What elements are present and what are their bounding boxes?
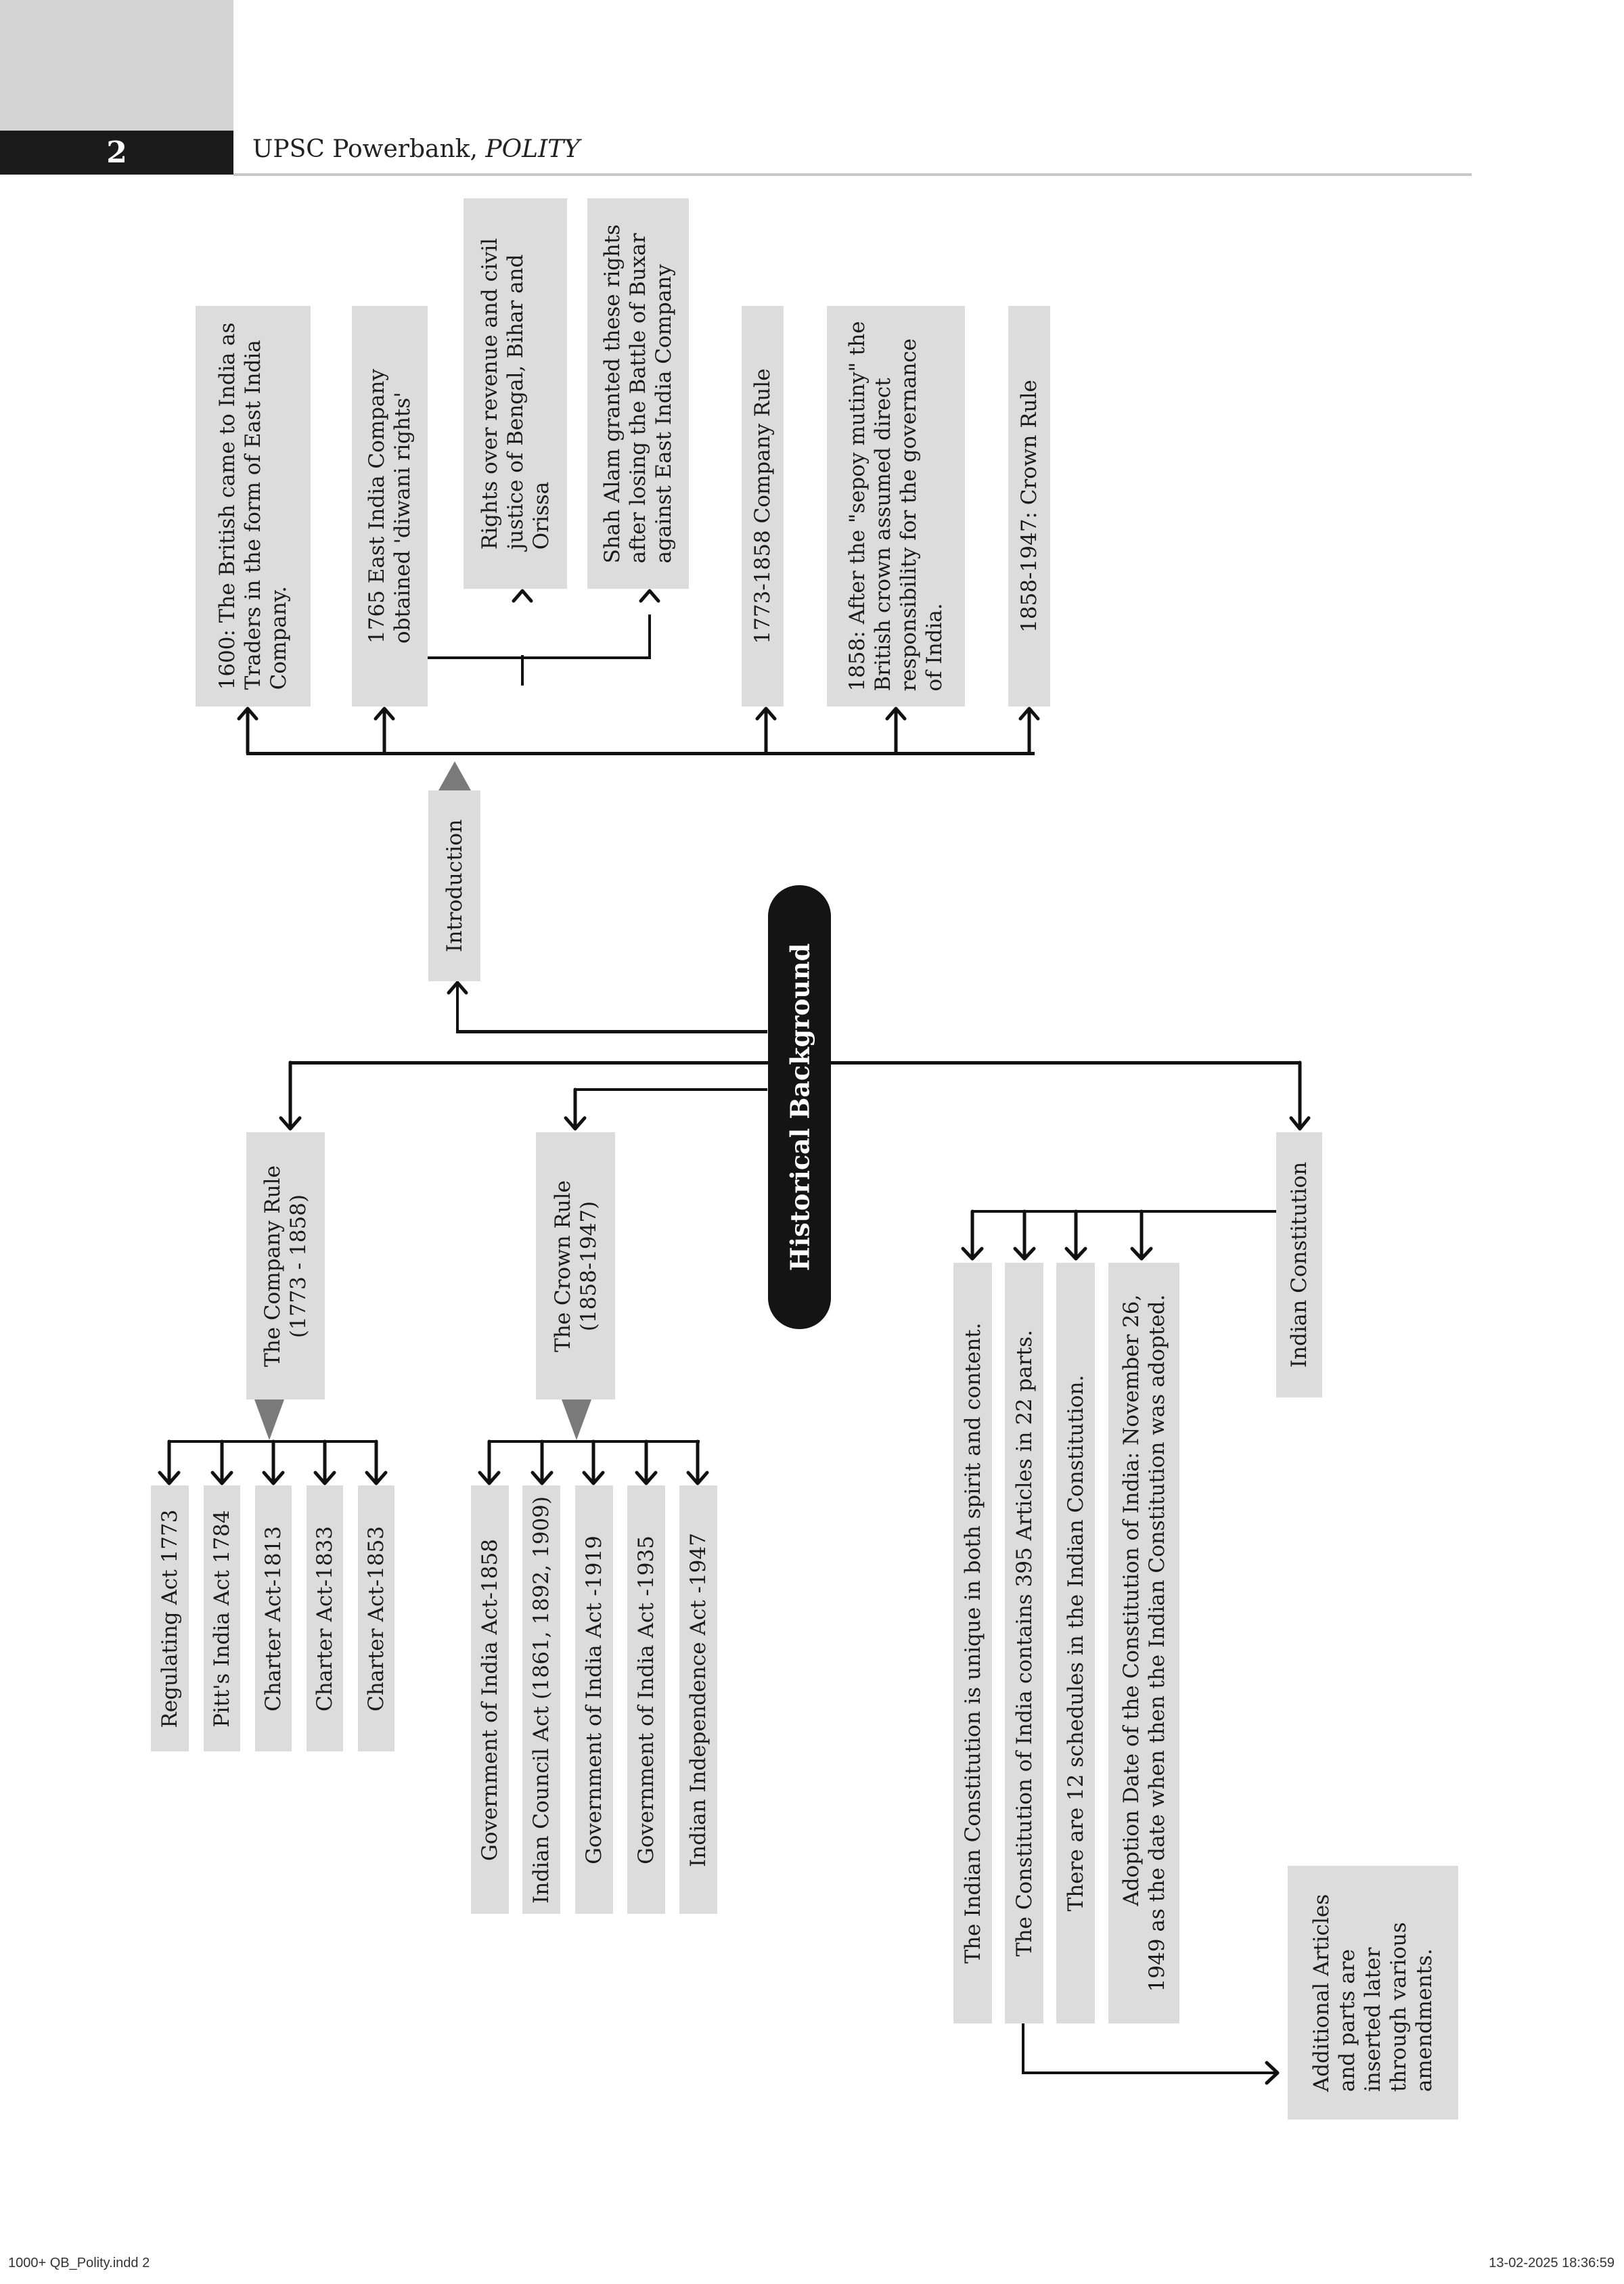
event-line: British crown assumed direct bbox=[871, 378, 895, 692]
constitution-fact-box bbox=[1056, 1263, 1095, 2023]
act-box bbox=[204, 1485, 240, 1751]
event-line: responsibility for the governance bbox=[897, 338, 921, 692]
note-line: and parts are bbox=[1335, 1948, 1359, 2092]
detail-line: Rights over revenue and civil bbox=[477, 238, 502, 550]
event-line: 1773-1858 Company Rule bbox=[750, 368, 775, 644]
act-label: Regulating Act 1773 bbox=[158, 1509, 182, 1728]
central-topic-label: Historical Background bbox=[784, 943, 815, 1272]
act-box bbox=[575, 1485, 613, 1914]
act-box bbox=[255, 1485, 292, 1751]
event-line: obtained 'diwani rights' bbox=[390, 392, 415, 644]
detail-line: Orissa bbox=[528, 481, 554, 550]
introduction-label: Introduction bbox=[442, 819, 467, 953]
fact-line: Adoption Date of the Constitution of India: November 26, bbox=[1119, 1294, 1144, 1906]
act-box bbox=[679, 1485, 717, 1914]
company-rule-title: The Company Rule bbox=[261, 1165, 285, 1367]
act-label: Charter Act-1813 bbox=[261, 1525, 286, 1711]
event-crown-rule-box bbox=[1008, 306, 1050, 707]
act-box bbox=[151, 1485, 189, 1751]
act-box bbox=[307, 1485, 343, 1751]
crown-rule-period: (1858-1947) bbox=[576, 1201, 601, 1331]
event-line: 1858: After the "sepoy mutiny" the bbox=[845, 321, 870, 692]
central-topic-historical-background bbox=[768, 885, 831, 1329]
detail-line: against East India Company bbox=[652, 263, 676, 563]
page-number: 2 bbox=[0, 131, 233, 175]
event-line: 1858-1947: Crown Rule bbox=[1017, 380, 1041, 633]
act-box bbox=[358, 1485, 394, 1751]
event-1765-box bbox=[352, 306, 428, 707]
book-title: UPSC Powerbank, bbox=[252, 135, 486, 163]
note-line: through various bbox=[1386, 1921, 1411, 2092]
diwani-rights-detail-box bbox=[464, 198, 567, 589]
event-1858-box bbox=[827, 306, 965, 707]
event-line: 1600: The British came to India as bbox=[215, 322, 240, 690]
introduction-box bbox=[428, 790, 480, 981]
constitution-fact-box bbox=[1108, 1263, 1179, 2023]
note-line: Additional Articles bbox=[1309, 1894, 1334, 2092]
amendment-note-box bbox=[1288, 1866, 1458, 2120]
company-rule-period: (1773 - 1858) bbox=[286, 1194, 311, 1338]
indian-constitution-box bbox=[1276, 1132, 1322, 1397]
fact-line: The Indian Constitution is unique in both spirit and content. bbox=[960, 1322, 985, 1964]
note-line: amendments. bbox=[1412, 1948, 1437, 2092]
event-company-rule-box bbox=[742, 306, 784, 707]
event-line: Company. bbox=[267, 586, 291, 690]
crown-rule-title: The Crown Rule bbox=[550, 1180, 575, 1352]
act-label: Pitt's India Act 1784 bbox=[210, 1509, 234, 1728]
act-label: Government of India Act-1858 bbox=[478, 1538, 502, 1861]
detail-line: after losing the Battle of Buxar bbox=[626, 233, 650, 563]
indian-constitution-label: Indian Constitution bbox=[1287, 1161, 1311, 1368]
act-box bbox=[627, 1485, 665, 1914]
battle-of-buxar-detail-box bbox=[587, 198, 689, 589]
act-label: Indian Independence Act -1947 bbox=[686, 1532, 710, 1867]
act-label: Charter Act-1853 bbox=[364, 1525, 388, 1711]
event-1600-box bbox=[196, 306, 311, 707]
act-label: Government of India Act -1935 bbox=[634, 1535, 658, 1864]
constitution-fact-box bbox=[953, 1263, 992, 2023]
act-box bbox=[522, 1485, 560, 1914]
detail-line: justice of Bengal, Bihar and bbox=[503, 254, 528, 550]
event-line: 1765 East India Company bbox=[365, 369, 389, 644]
book-subject: POLITY bbox=[485, 135, 581, 163]
act-label: Indian Council Act (1861, 1892, 1909) bbox=[529, 1496, 554, 1904]
event-line: Traders in the form of East India bbox=[241, 340, 265, 690]
footer-timestamp: 13-02-2025 18:36:59 bbox=[1489, 2256, 1615, 2270]
fact-line: There are 12 schedules in the Indian Constitution. bbox=[1063, 1374, 1088, 1912]
fact-line: The Constitution of India contains 395 Articles in 22 parts. bbox=[1012, 1329, 1037, 1957]
act-label: Government of India Act -1919 bbox=[582, 1535, 606, 1864]
company-rule-box bbox=[246, 1132, 325, 1399]
crown-rule-box bbox=[536, 1132, 615, 1399]
fact-line: 1949 as the date when then the Indian Constitution was adopted. bbox=[1144, 1294, 1169, 1992]
act-label: Charter Act-1833 bbox=[313, 1525, 337, 1711]
footer-file-slug: 1000+ QB_Polity.indd 2 bbox=[8, 2256, 150, 2270]
act-box bbox=[471, 1485, 509, 1914]
constitution-fact-box bbox=[1005, 1263, 1043, 2023]
note-line: inserted later bbox=[1361, 1947, 1385, 2092]
event-line: of India. bbox=[922, 603, 947, 692]
detail-line: Shah Alam granted these rights bbox=[600, 224, 625, 563]
